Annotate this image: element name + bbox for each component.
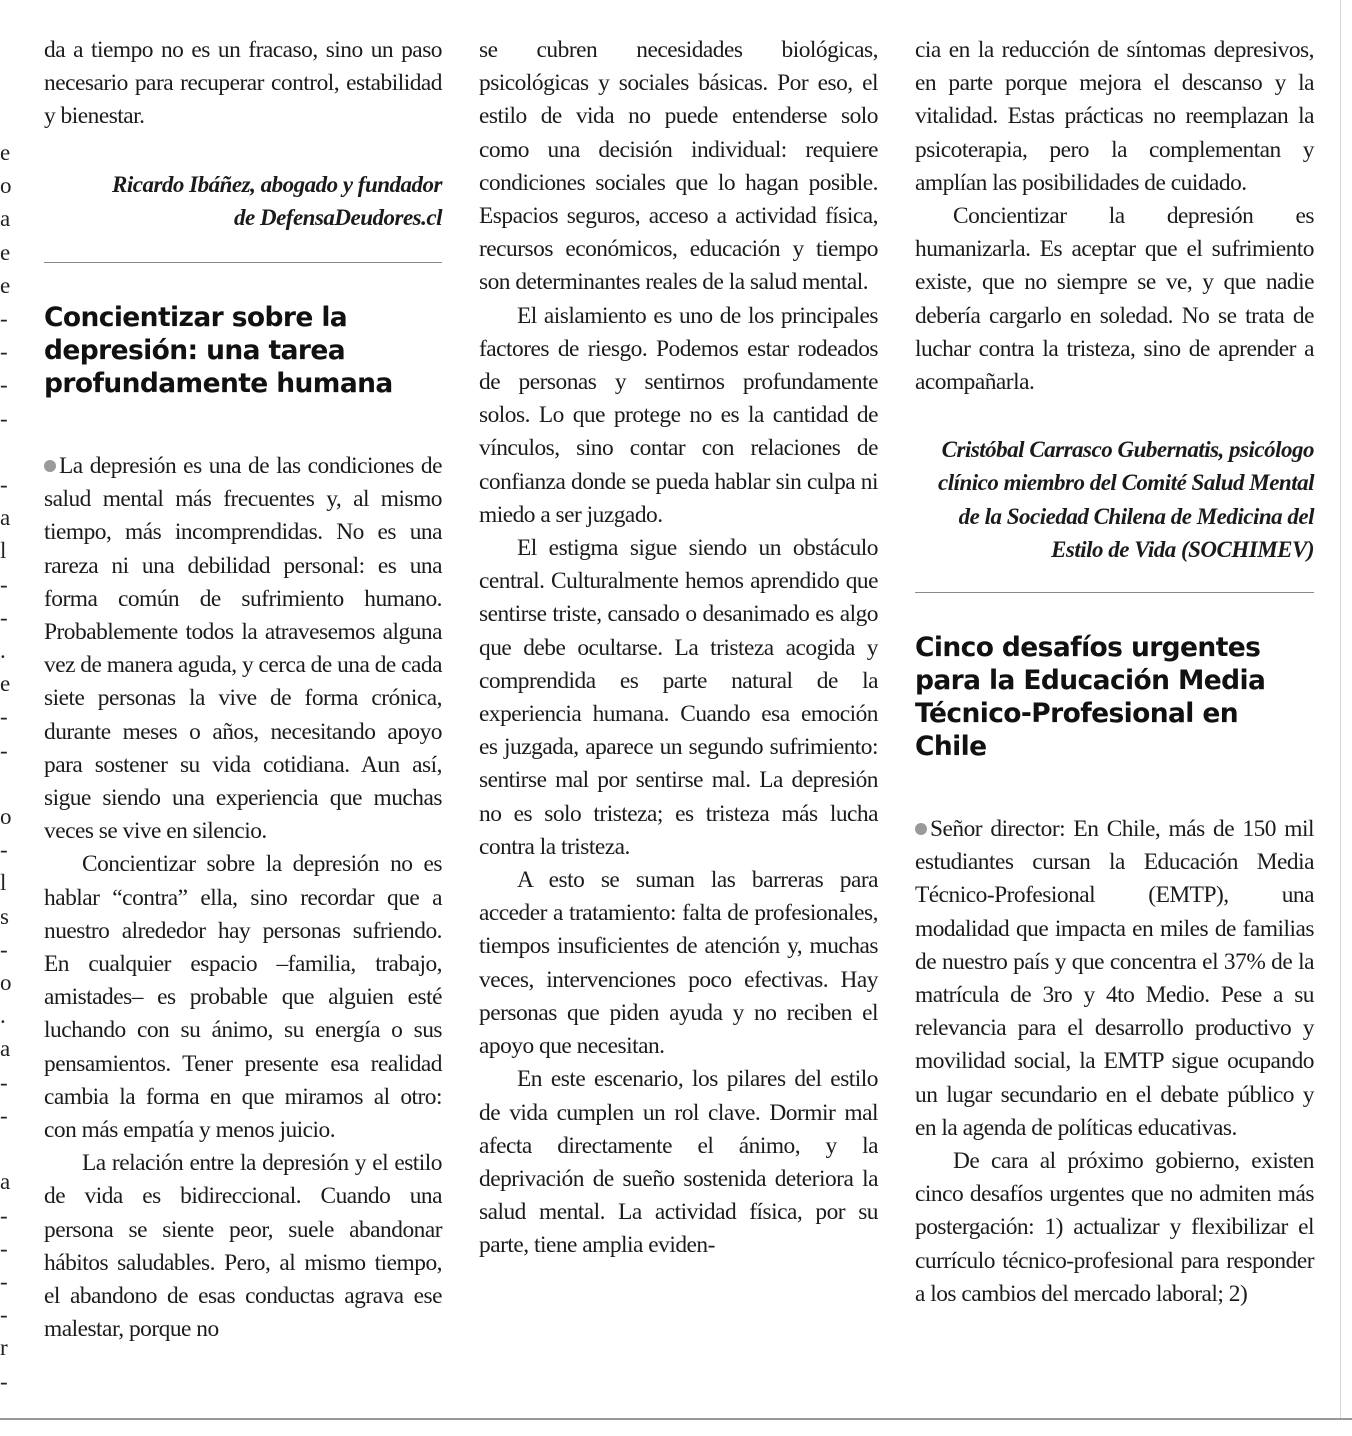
margin-fragment: a bbox=[0, 1036, 11, 1062]
margin-fragment: e bbox=[0, 272, 11, 298]
depresion-paragraph-4: El aislamiento es uno de los principales factores de riesgo. Podemos estar rodeados de personas y sentirnos profundamente solos. Lo que protege no es la cantidad de vínculos, sino contar con relaciones de confianza donde se pueda hablar sin culpa ni miedo a ser juzgado. bbox=[479, 302, 878, 528]
margin-fragment: - bbox=[0, 571, 8, 597]
depresion-paragraph-5: El estigma sigue siendo un obstáculo central. Culturalmente hemos aprendido que sentirse triste, cansado o desanimado es algo que debe ocultarse. La tristeza acogida y comprendida es parte natural de la experiencia humana. Cuando esa emoción es juzgada, aparece un segundo sufrimiento: sentirse mal por sentirse mal. La depresión no es solo tristeza; es tristeza más lucha contra la tristeza. bbox=[479, 535, 878, 860]
margin-fragment: - bbox=[0, 1102, 8, 1128]
margin-fragment: . bbox=[0, 1003, 6, 1029]
page-edge bbox=[1340, 0, 1352, 1420]
emtp-paragraph-1: Señor director: En Chile, más de 150 mil estudiantes cursan la Educación Media Técnico-Profesional (EMTP), una modalidad que impacta en miles de familias de nuestro país y que concentra el 37% de la matrícula de 3ro y 4to Medio. Pese a su relevancia para el desarrollo productivo y movilidad social, la EMTP sigue ocupando un lugar secundario en el debate público y en la agenda de políticas educativas. bbox=[915, 816, 1314, 1141]
bullet-icon bbox=[915, 823, 927, 835]
column-3 bbox=[915, 34, 1314, 1311]
column-1 bbox=[44, 34, 442, 1347]
margin-fragment: e bbox=[0, 140, 11, 165]
page-bottom-rule bbox=[0, 1418, 1352, 1420]
margin-fragment: - bbox=[0, 339, 8, 365]
margin-fragment: s bbox=[0, 903, 9, 929]
depresion-paragraph-3: La relación entre la depresión y el estilo de vida es bidireccional. Cuando una persona se siente peor, suele abandonar hábitos saludables. Pero, al mismo tiempo, el abandono de esas conductas agrava ese malestar, porque no bbox=[44, 1150, 442, 1343]
margin-fragment: - bbox=[0, 936, 8, 962]
bullet-icon bbox=[44, 460, 56, 472]
margin-fragment: o bbox=[0, 804, 12, 830]
margin-fragment: - bbox=[0, 472, 8, 498]
margin-fragment: - bbox=[0, 1302, 8, 1328]
margin-fragment: l bbox=[0, 538, 7, 564]
depresion-paragraph-8: Concientizar la depresión es humanizarla. Es aceptar que el sufrimiento existe, que no siempre se ve, y que nadie debería cargarlo en soledad. No se trata de luchar contra la tristeza, sino de aprender a acompañarla. bbox=[915, 203, 1314, 396]
margin-fragment: a bbox=[0, 1169, 11, 1195]
margin-fragment: e bbox=[0, 671, 11, 697]
margin-fragment: e bbox=[0, 239, 11, 265]
depresion-paragraph-6: A esto se suman las barreras para acceder a tratamiento: falta de profesionales, tiempos insuficientes de atención y, muchas veces, intervenciones poco efectivas. Hay personas que piden ayuda y no reciben el apoyo que necesitan. bbox=[479, 867, 878, 1060]
margin-fragment: - bbox=[0, 604, 8, 630]
margin-fragment: - bbox=[0, 405, 8, 431]
margin-fragment: - bbox=[0, 306, 8, 332]
margin-fragment: a bbox=[0, 206, 11, 232]
previous-article-signature-line2: de DefensaDeudores.cl bbox=[234, 204, 442, 230]
depresion-signature: Cristóbal Carrasco Gubernatis, psicólogo clínico miembro del Comité Salud Mental de la Sociedad Chilena de Medicina del Estilo de Vida (SOCHIMEV) bbox=[938, 437, 1314, 562]
margin-fragment bbox=[0, 767, 14, 800]
depresion-paragraph-7: En este escenario, los pilares del estilo de vida cumplen un rol clave. Dormir mal afecta directamente el ánimo, y la deprivación de sueño sostenida deteriora la salud mental. La actividad física, por su parte, tiene amplia eviden- bbox=[479, 1066, 878, 1259]
headline-depresion: Concientizar sobre la depresión: una tarea profundamente humana bbox=[44, 302, 393, 400]
margin-fragment: - bbox=[0, 837, 8, 863]
margin-fragment: - bbox=[0, 1368, 8, 1394]
depresion-paragraph-3-continued: se cubren necesidades biológicas, psicológicas y sociales básicas. Por eso, el estilo de vida no puede entenderse solo como una decisión individual: requiere condiciones sociales que lo hagan posible. Espacios seguros, acceso a actividad física, recursos económicos, educación y tiempo son determinantes reales de la salud mental. bbox=[479, 37, 878, 296]
headline-emtp: Cinco desafíos urgentes para la Educación Media Técnico-Profesional en Chile bbox=[915, 632, 1266, 763]
margin-fragment bbox=[0, 435, 14, 468]
margin-fragment: - bbox=[0, 1069, 8, 1095]
depresion-paragraph-1: La depresión es una de las condiciones de salud mental más frecuentes y, al mismo tiempo, más incomprendidas. No es una rareza ni una debilidad personal: es una forma común de sufrimiento humano. Probablemente todos la atravesemos alguna vez de manera aguda, y cerca de una de cada siete personas la vive de forma crónica, durante meses o años, necesitando apoyo para sostener su vida cotidiana. Aun así, sigue siendo una experiencia que muchas veces se vive en silencio. bbox=[44, 453, 442, 845]
previous-article-signature-line1: Ricardo Ibáñez, abogado y fundador bbox=[112, 171, 442, 197]
margin-fragment: r bbox=[0, 1335, 8, 1361]
emtp-paragraph-2: De cara al próximo gobierno, existen cinco desafíos urgentes que no admiten más postergación: 1) actualizar y flexibilizar el currículo técnico-profesional para responder a los cambios del mercado laboral; 2) bbox=[915, 1148, 1314, 1307]
margin-fragment: - bbox=[0, 704, 8, 730]
margin-fragment: - bbox=[0, 737, 8, 763]
clipped-previous-column bbox=[0, 136, 14, 1398]
margin-fragment: l bbox=[0, 870, 7, 896]
margin-fragment: - bbox=[0, 1202, 8, 1228]
previous-article-tail: da a tiempo no es un fracaso, sino un paso necesario para recuperar control, estabilidad y bienestar. bbox=[44, 37, 442, 130]
depresion-paragraph-7-continued: cia en la reducción de síntomas depresivos, en parte porque mejora el descanso y la vitalidad. Estas prácticas no reemplazan la psicoterapia, pero la complementan y amplían las posibilidades de cuidado. bbox=[915, 37, 1314, 196]
margin-fragment: . bbox=[0, 638, 6, 664]
depresion-paragraph-2: Concientizar sobre la depresión no es hablar “contra” ella, sino recordar que a nuestro alrededor hay personas sufriendo. En cualquier espacio –familia, trabajo, amistades– es probable que alguien esté luchando con su ánimo, su energía o sus pensamientos. Tener presente esa realidad cambia la forma en que miramos al otro: con más empatía y menos juicio. bbox=[44, 851, 442, 1144]
margin-fragment bbox=[0, 1132, 14, 1165]
margin-fragment: - bbox=[0, 372, 8, 398]
margin-fragment: o bbox=[0, 173, 12, 199]
margin-fragment: - bbox=[0, 1268, 8, 1294]
margin-fragment: a bbox=[0, 505, 11, 531]
margin-fragment: o bbox=[0, 970, 12, 996]
column-2 bbox=[479, 34, 878, 1263]
margin-fragment: - bbox=[0, 1235, 8, 1261]
